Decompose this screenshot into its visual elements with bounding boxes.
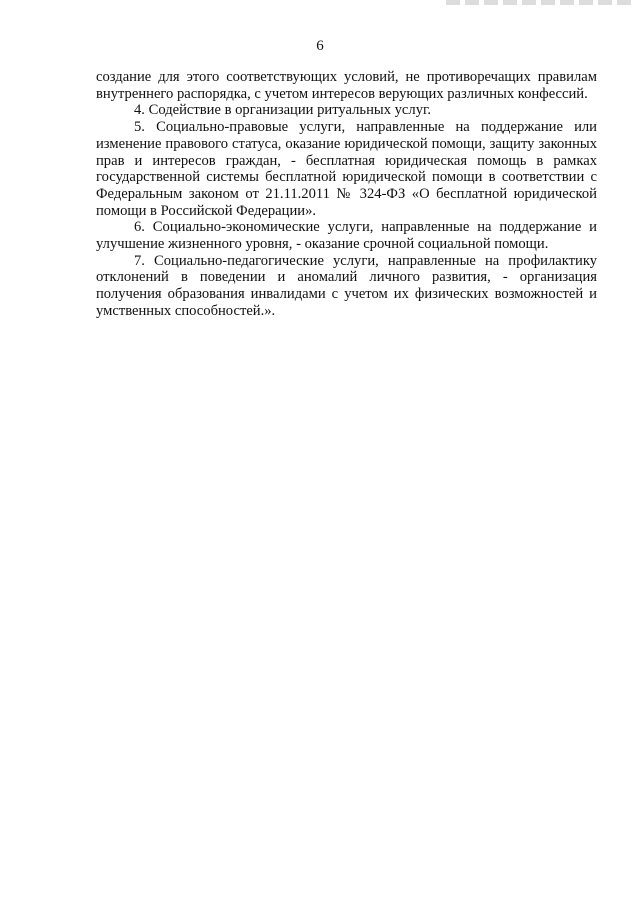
paragraph-item-6: 6. Социально-экономические услуги, направленные на поддержание и улучшение жизненного уровня, - оказание срочной социальной помощи. (96, 219, 597, 253)
page-number: 6 (316, 38, 324, 54)
paragraph-item-4: 4. Содействие в организации ритуальных услуг. (134, 102, 431, 119)
scan-header-mark (446, 0, 636, 5)
paragraph-item-7: 7. Социально-педагогические услуги, направленные на профилактику отклонений в поведении и аномалий личного развития, - организация получения образования инвалидами с учетом их физических возможностей и умственных способностей.». (96, 252, 597, 319)
document-body (96, 69, 597, 320)
paragraph-item-5: 5. Социально-правовые услуги, направленные на поддержание или изменение правового статуса, оказание юридической помощи, защиту законных прав и интересов граждан, - бесплатная юридическая помощь в рамках государственной системы бесплатной юридической помощи в соответствии с Федеральным законом от 21.11.2011 № 324-ФЗ «О бесплатной юридической помощи в Российской Федерации». (96, 119, 597, 219)
paragraph-continuation: создание для этого соответствующих условий, не противоречащих правилам внутреннего распорядка, с учетом интересов верующих различных конфессий. (96, 69, 597, 102)
